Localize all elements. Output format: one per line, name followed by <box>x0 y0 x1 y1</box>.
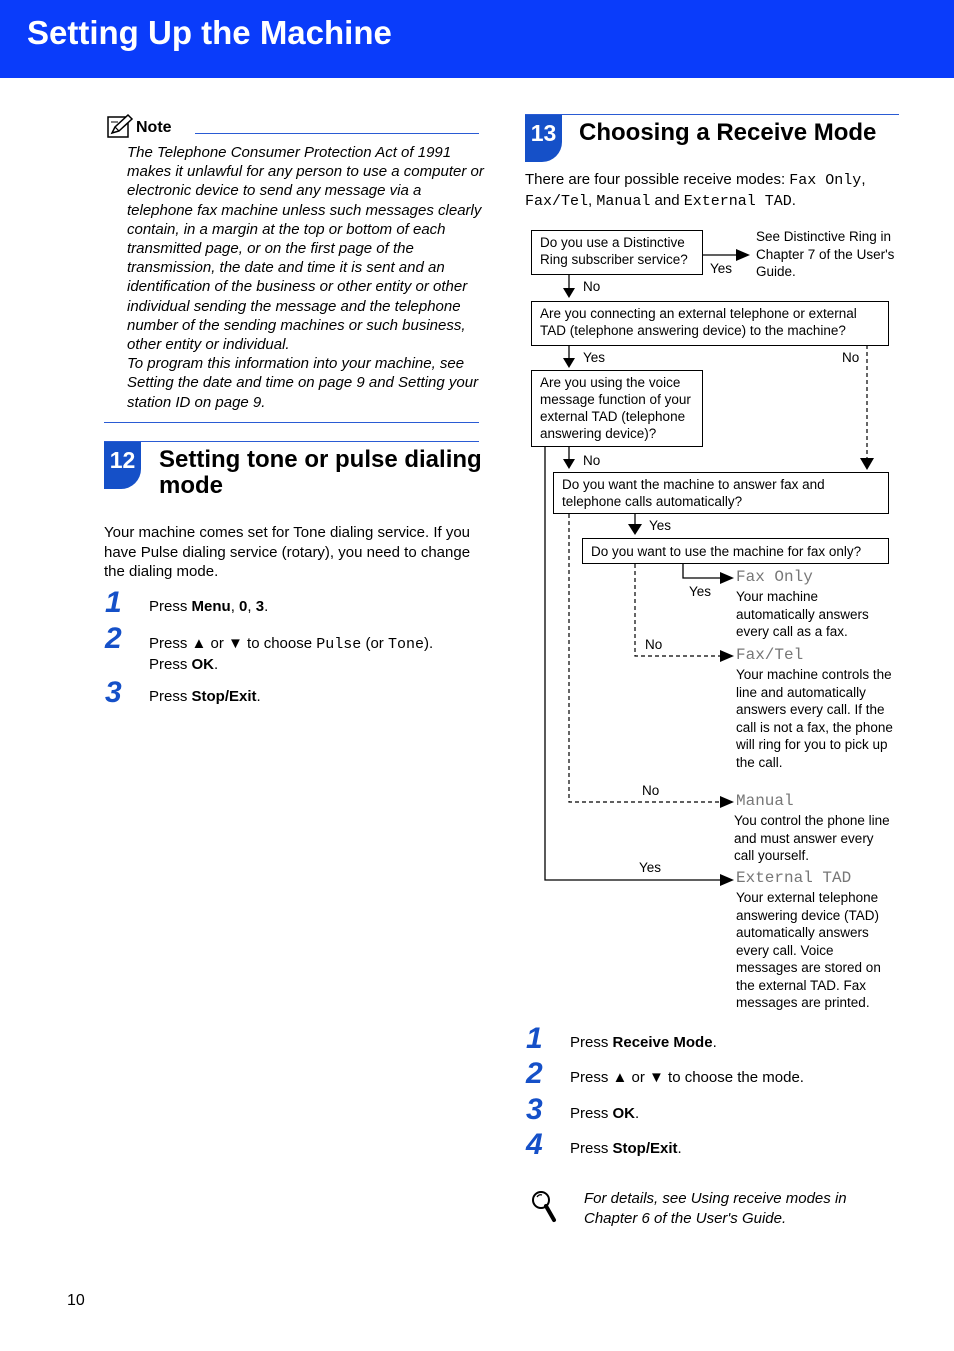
flow-label-no: No <box>645 637 663 652</box>
page-number: 10 <box>67 1292 85 1309</box>
step-number: 1 <box>526 1022 543 1055</box>
section-12-title-line: Setting tone or pulse dialing <box>159 446 482 473</box>
note-paragraph: The Telephone Consumer Protection Act of 1991 makes it unlawful for any person to use a computer or electronic device to send any message via a telephone fax machine unless such messages clearly contain, in a margin at the top or bottom of each transmitted page, or on the first page of the transmission, the date and time it is sent and an identification of the business or other entity or other individual sending the message and the telephone number of the sending machines or such business, other entity or individual. <box>127 144 484 354</box>
section-12-intro: Your machine comes set for Tone dialing service. If you have Pulse dialing service (rotary), you need to change the dialing mode. <box>104 524 471 580</box>
flow-label-no: No <box>642 783 660 798</box>
flow-label-no: No <box>583 453 601 468</box>
step-text: Press Stop/Exit. <box>149 688 261 705</box>
flow-question-auto-answer: Do you want the machine to answer fax and telephone calls automatically? <box>553 472 889 514</box>
flow-question-distinctive-ring: Do you use a Distinctive Ring subscriber service? <box>531 230 703 275</box>
step-number: 1 <box>105 586 122 619</box>
mode-fax-only-name: Fax Only <box>736 568 813 586</box>
step-text: Press Menu, 0, 3. <box>149 598 269 615</box>
flow-label-yes: Yes <box>649 518 672 533</box>
flow-label-no: No <box>583 279 601 294</box>
flow-label-yes: Yes <box>710 261 733 276</box>
step-number: 4 <box>526 1128 543 1161</box>
note-label: Note <box>136 119 172 136</box>
flow-label-no: No <box>842 350 860 365</box>
section-13-intro: There are four possible receive modes: Fax Only, Fax/Tel, Manual and External TAD. <box>525 171 866 210</box>
flow-distinctive-ring-note: See Distinctive Ring in Chapter 7 of the User's Guide. <box>756 229 895 279</box>
step-number: 3 <box>526 1093 543 1126</box>
flow-question-voice-message: Are you using the voice message function of your external TAD (telephone answering device)? <box>531 370 703 447</box>
mode-fax-tel-name: Fax/Tel <box>736 646 804 664</box>
mode-fax-tel-desc: Your machine controls the line and automatically answers every call. If the call is not a fax, the phone will ring for you to pick up the call. <box>736 667 893 770</box>
step-text: Press OK. <box>570 1105 640 1122</box>
note-paragraph: To program this information into your machine, see Setting the date and time on page 9 and Setting your station ID on page 9. <box>127 355 479 411</box>
flow-question-fax-only: Do you want to use the machine for fax only? <box>582 538 889 564</box>
flow-label-yes: Yes <box>583 350 606 365</box>
section-12-badge: 12 <box>104 442 141 489</box>
section-13-badge: 13 <box>525 115 562 162</box>
page-header-title: Setting Up the Machine <box>27 14 392 51</box>
section-13-title: Choosing a Receive Mode <box>579 119 877 146</box>
step-text: Press ▲ or ▼ to choose Pulse (or Tone). Press OK. <box>149 635 434 673</box>
step-number: 2 <box>526 1057 543 1090</box>
flow-question-external-device: Are you connecting an external telephone or external TAD (telephone answering device) to the machine? <box>531 301 889 346</box>
mode-fax-only-desc: Your machine automatically answers every call as a fax. <box>736 589 869 639</box>
magnifier-icon <box>530 1189 558 1223</box>
mode-manual-name: Manual <box>736 792 794 810</box>
flow-label-yes: Yes <box>689 584 712 599</box>
step-text: Press Stop/Exit. <box>570 1140 682 1157</box>
mode-manual-desc: You control the phone line and must answer every call yourself. <box>734 813 890 863</box>
step-text: Press Receive Mode. <box>570 1034 717 1051</box>
step-text: Press ▲ or ▼ to choose the mode. <box>570 1069 804 1086</box>
section-12-title-line: mode <box>159 472 224 499</box>
mode-external-tad-desc: Your external telephone answering device (TAD) automatically answers every call. Voice messages are stored on the external TAD. Fax messages are printed. <box>736 890 881 1010</box>
tip-text: For details, see Using receive modes in Chapter 6 of the User's Guide. <box>584 1190 847 1227</box>
mode-external-tad-name: External TAD <box>736 869 852 887</box>
step-number: 2 <box>105 622 122 655</box>
step-number: 3 <box>105 676 122 709</box>
flow-label-yes: Yes <box>639 860 662 875</box>
